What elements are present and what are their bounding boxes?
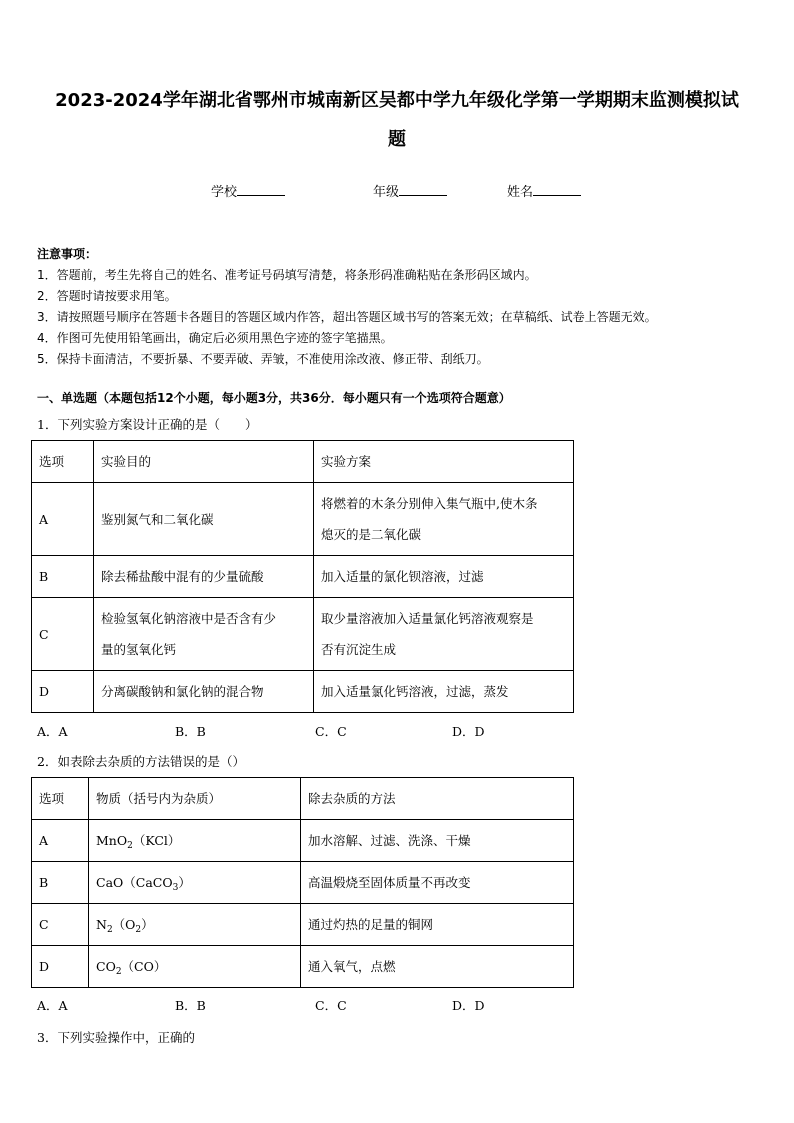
header-option: 选项: [32, 778, 89, 820]
row-option: B: [32, 556, 94, 598]
row-method: 高温煅烧至固体质量不再改变: [301, 862, 574, 904]
row-goal-line: 检验氢氧化钠溶液中是否含有少: [101, 611, 277, 626]
formula-subscript: 2: [106, 925, 113, 935]
row-plan: 加入适量氯化钙溶液，过滤，蒸发: [314, 671, 574, 713]
section-heading: 一、单选题（本题包括12个小题，每小题3分，共36分．每小题只有一个选项符合题意）: [37, 391, 511, 405]
table-header-row: [32, 441, 574, 483]
formula-subscript: 2: [127, 841, 133, 851]
row-plan: [314, 598, 574, 671]
row-goal: 分离碳酸钠和氯化钠的混合物: [94, 671, 314, 713]
name-label: 姓名: [507, 185, 534, 200]
option-c[interactable]: C．C: [315, 724, 347, 739]
question-1-table: [31, 440, 574, 713]
option-d[interactable]: D．D: [452, 998, 485, 1013]
formula-subscript: 2: [135, 925, 142, 935]
formula-part: N: [96, 917, 107, 932]
table-row: [32, 556, 574, 598]
row-goal: 除去稀盐酸中混有的少量硫酸: [94, 556, 314, 598]
row-plan: 加入适量的氯化钡溶液，过滤: [314, 556, 574, 598]
row-plan-line: 熄灭的是二氧化碳: [321, 527, 422, 542]
formula-subscript: 3: [172, 883, 179, 893]
notes-heading: 注意事项：: [37, 247, 98, 261]
formula-part: CaO（CaCO: [96, 875, 173, 890]
option-b[interactable]: B．B: [175, 998, 206, 1013]
option-b[interactable]: B．B: [175, 724, 206, 739]
row-substance: [89, 946, 301, 988]
formula-part: （KCl）: [132, 833, 181, 848]
row-option: A: [32, 483, 94, 556]
formula-part: （O: [112, 917, 136, 932]
row-plan: [314, 483, 574, 556]
formula-part: CO: [96, 959, 116, 974]
notes-item: 4．作图可先使用铅笔画出，确定后必须用黑色字迹的签字笔描黑。: [37, 331, 393, 345]
row-method: 通入氧气，点燃: [301, 946, 574, 988]
header-goal: 实验目的: [94, 441, 314, 483]
table-row: [32, 946, 574, 988]
row-method: 加水溶解、过滤、洗涤、干燥: [301, 820, 574, 862]
row-option: D: [32, 946, 89, 988]
exam-title-line2: 题: [388, 129, 406, 150]
table-row: [32, 483, 574, 556]
row-goal-line: 量的氢氧化钙: [101, 642, 177, 657]
header-substance: 物质（括号内为杂质）: [89, 778, 301, 820]
question-2-table: [31, 777, 574, 988]
row-substance: [89, 862, 301, 904]
table-row: [32, 862, 574, 904]
grade-field[interactable]: [373, 181, 447, 200]
table-row: [32, 671, 574, 713]
question-3-stem: 3．下列实验操作中，正确的: [37, 1030, 195, 1045]
table-row: [32, 904, 574, 946]
option-c[interactable]: C．C: [315, 998, 347, 1013]
row-option: A: [32, 820, 89, 862]
row-option: D: [32, 671, 94, 713]
school-label: 学校: [211, 185, 238, 200]
row-plan-line: 将燃着的木条分别伸入集气瓶中,使木条: [321, 496, 538, 511]
formula-part: MnO: [96, 833, 128, 848]
formula-part: ）: [141, 917, 154, 932]
row-goal: 鉴别氮气和二氧化碳: [94, 483, 314, 556]
row-substance: [89, 820, 301, 862]
notes-item: 5．保持卡面清洁，不要折暴、不要弄破、弄皱，不准使用涂改液、修正带、刮纸刀。: [37, 352, 489, 366]
formula-part: ）: [178, 875, 191, 890]
notes-item: 3．请按照题号顺序在答题卡各题目的答题区域内作答，超出答题区域书写的答案无效；在草稿纸、试卷上答题无效。: [37, 310, 657, 324]
row-plan-line: 否有沉淀生成: [321, 642, 397, 657]
exam-notes: [37, 244, 657, 370]
option-a[interactable]: A．A: [37, 724, 68, 739]
formula-part: （CO）: [121, 959, 167, 974]
row-option: C: [32, 904, 89, 946]
header-method: 除去杂质的方法: [301, 778, 574, 820]
row-option: C: [32, 598, 94, 671]
table-header-row: [32, 778, 574, 820]
grade-label: 年级: [373, 185, 400, 200]
row-option: B: [32, 862, 89, 904]
notes-item: 1．答题前，考生先将自己的姓名、准考证号码填写清楚，将条形码准确粘贴在条形码区域内。: [37, 268, 537, 282]
option-a[interactable]: A．A: [37, 998, 68, 1013]
notes-item: 2．答题时请按要求用笔。: [37, 289, 177, 303]
row-method: 通过灼热的足量的铜网: [301, 904, 574, 946]
table-row: [32, 820, 574, 862]
option-d[interactable]: D．D: [452, 724, 485, 739]
header-plan: 实验方案: [314, 441, 574, 483]
school-field[interactable]: [211, 181, 285, 200]
row-goal: [94, 598, 314, 671]
row-substance: [89, 904, 301, 946]
formula-subscript: 2: [115, 967, 122, 977]
exam-title-line1: 2023-2024学年湖北省鄂州市城南新区吴都中学九年级化学第一学期期末监测模拟试: [55, 90, 739, 111]
name-field[interactable]: [507, 181, 581, 200]
header-option: 选项: [32, 441, 94, 483]
table-row: [32, 598, 574, 671]
question-2-stem: 2．如表除去杂质的方法错误的是（）: [37, 754, 245, 769]
row-plan-line: 取少量溶液加入适量氯化钙溶液观察是: [321, 611, 534, 626]
question-1-stem: 1．下列实验方案设计正确的是（ ）: [37, 417, 258, 432]
